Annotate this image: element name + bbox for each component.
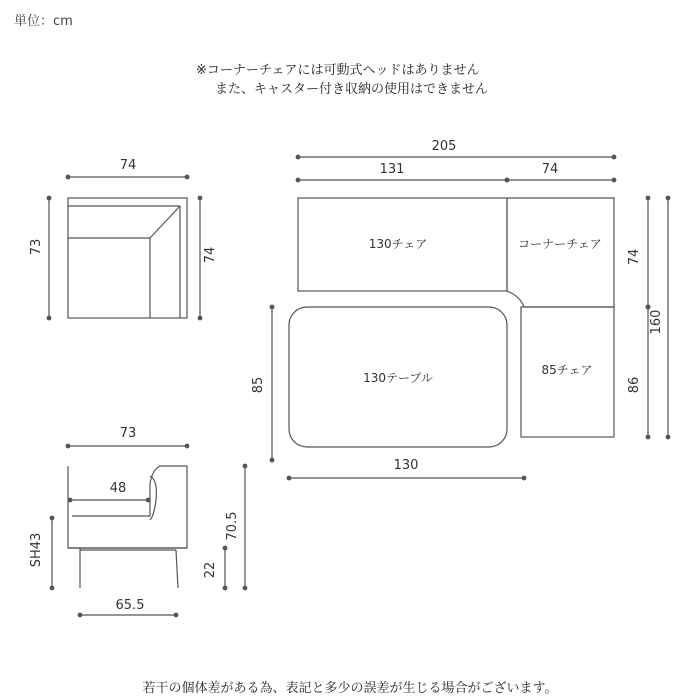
- dim-leg-height: 22: [203, 561, 218, 579]
- corner-chair-outline-plan: [507, 198, 614, 307]
- dim-right-bottom: 86: [627, 376, 642, 394]
- label-chair-85: 85チェア: [541, 363, 593, 377]
- side-view-back-leg: [176, 550, 178, 588]
- corner-chair-diagonal: [150, 206, 180, 238]
- dim-right-total: 160: [649, 309, 664, 335]
- dim-base-width: 65.5: [115, 598, 145, 613]
- dim-corner-side: 74: [203, 246, 218, 264]
- label-table-130: 130テーブル: [363, 371, 433, 385]
- dim-corner-width: 74: [119, 158, 137, 173]
- dim-seat-height: SH43: [29, 532, 44, 568]
- corner-chair-outline: [68, 198, 187, 318]
- dim-seat-depth: 48: [109, 481, 127, 496]
- layout-shapes: [289, 198, 614, 447]
- corner-chair-seat-line: [68, 238, 150, 318]
- dim-part-130: 131: [379, 162, 405, 177]
- dim-total-height: 70.5: [225, 511, 240, 541]
- dim-table-width: 130: [393, 458, 419, 473]
- label-corner-chair: コーナーチェア: [518, 237, 602, 251]
- dim-total-width: 205: [431, 139, 457, 154]
- dim-part-corner: 74: [541, 162, 559, 177]
- corner-chair-top-view: [68, 198, 187, 318]
- side-view-cushion: [150, 476, 156, 520]
- side-view-body: [68, 466, 187, 548]
- dim-table-depth: 85: [251, 376, 266, 394]
- note-line-1: ※コーナーチェアには可動式ヘッドはありません: [196, 63, 480, 78]
- chair-side-view: [68, 466, 187, 588]
- unit-label: 単位：cm: [14, 14, 73, 29]
- label-chair-130: 130チェア: [368, 237, 428, 251]
- note-line-2: また、キャスター付き収納の使用はできません: [215, 82, 489, 97]
- dim-right-top: 74: [627, 248, 642, 266]
- dim-side-width: 73: [119, 426, 137, 441]
- footer-note: 若干の個体差がある為、表記と多少の誤差が生じる場合がございます。: [142, 681, 558, 696]
- dim-corner-depth: 73: [29, 238, 44, 256]
